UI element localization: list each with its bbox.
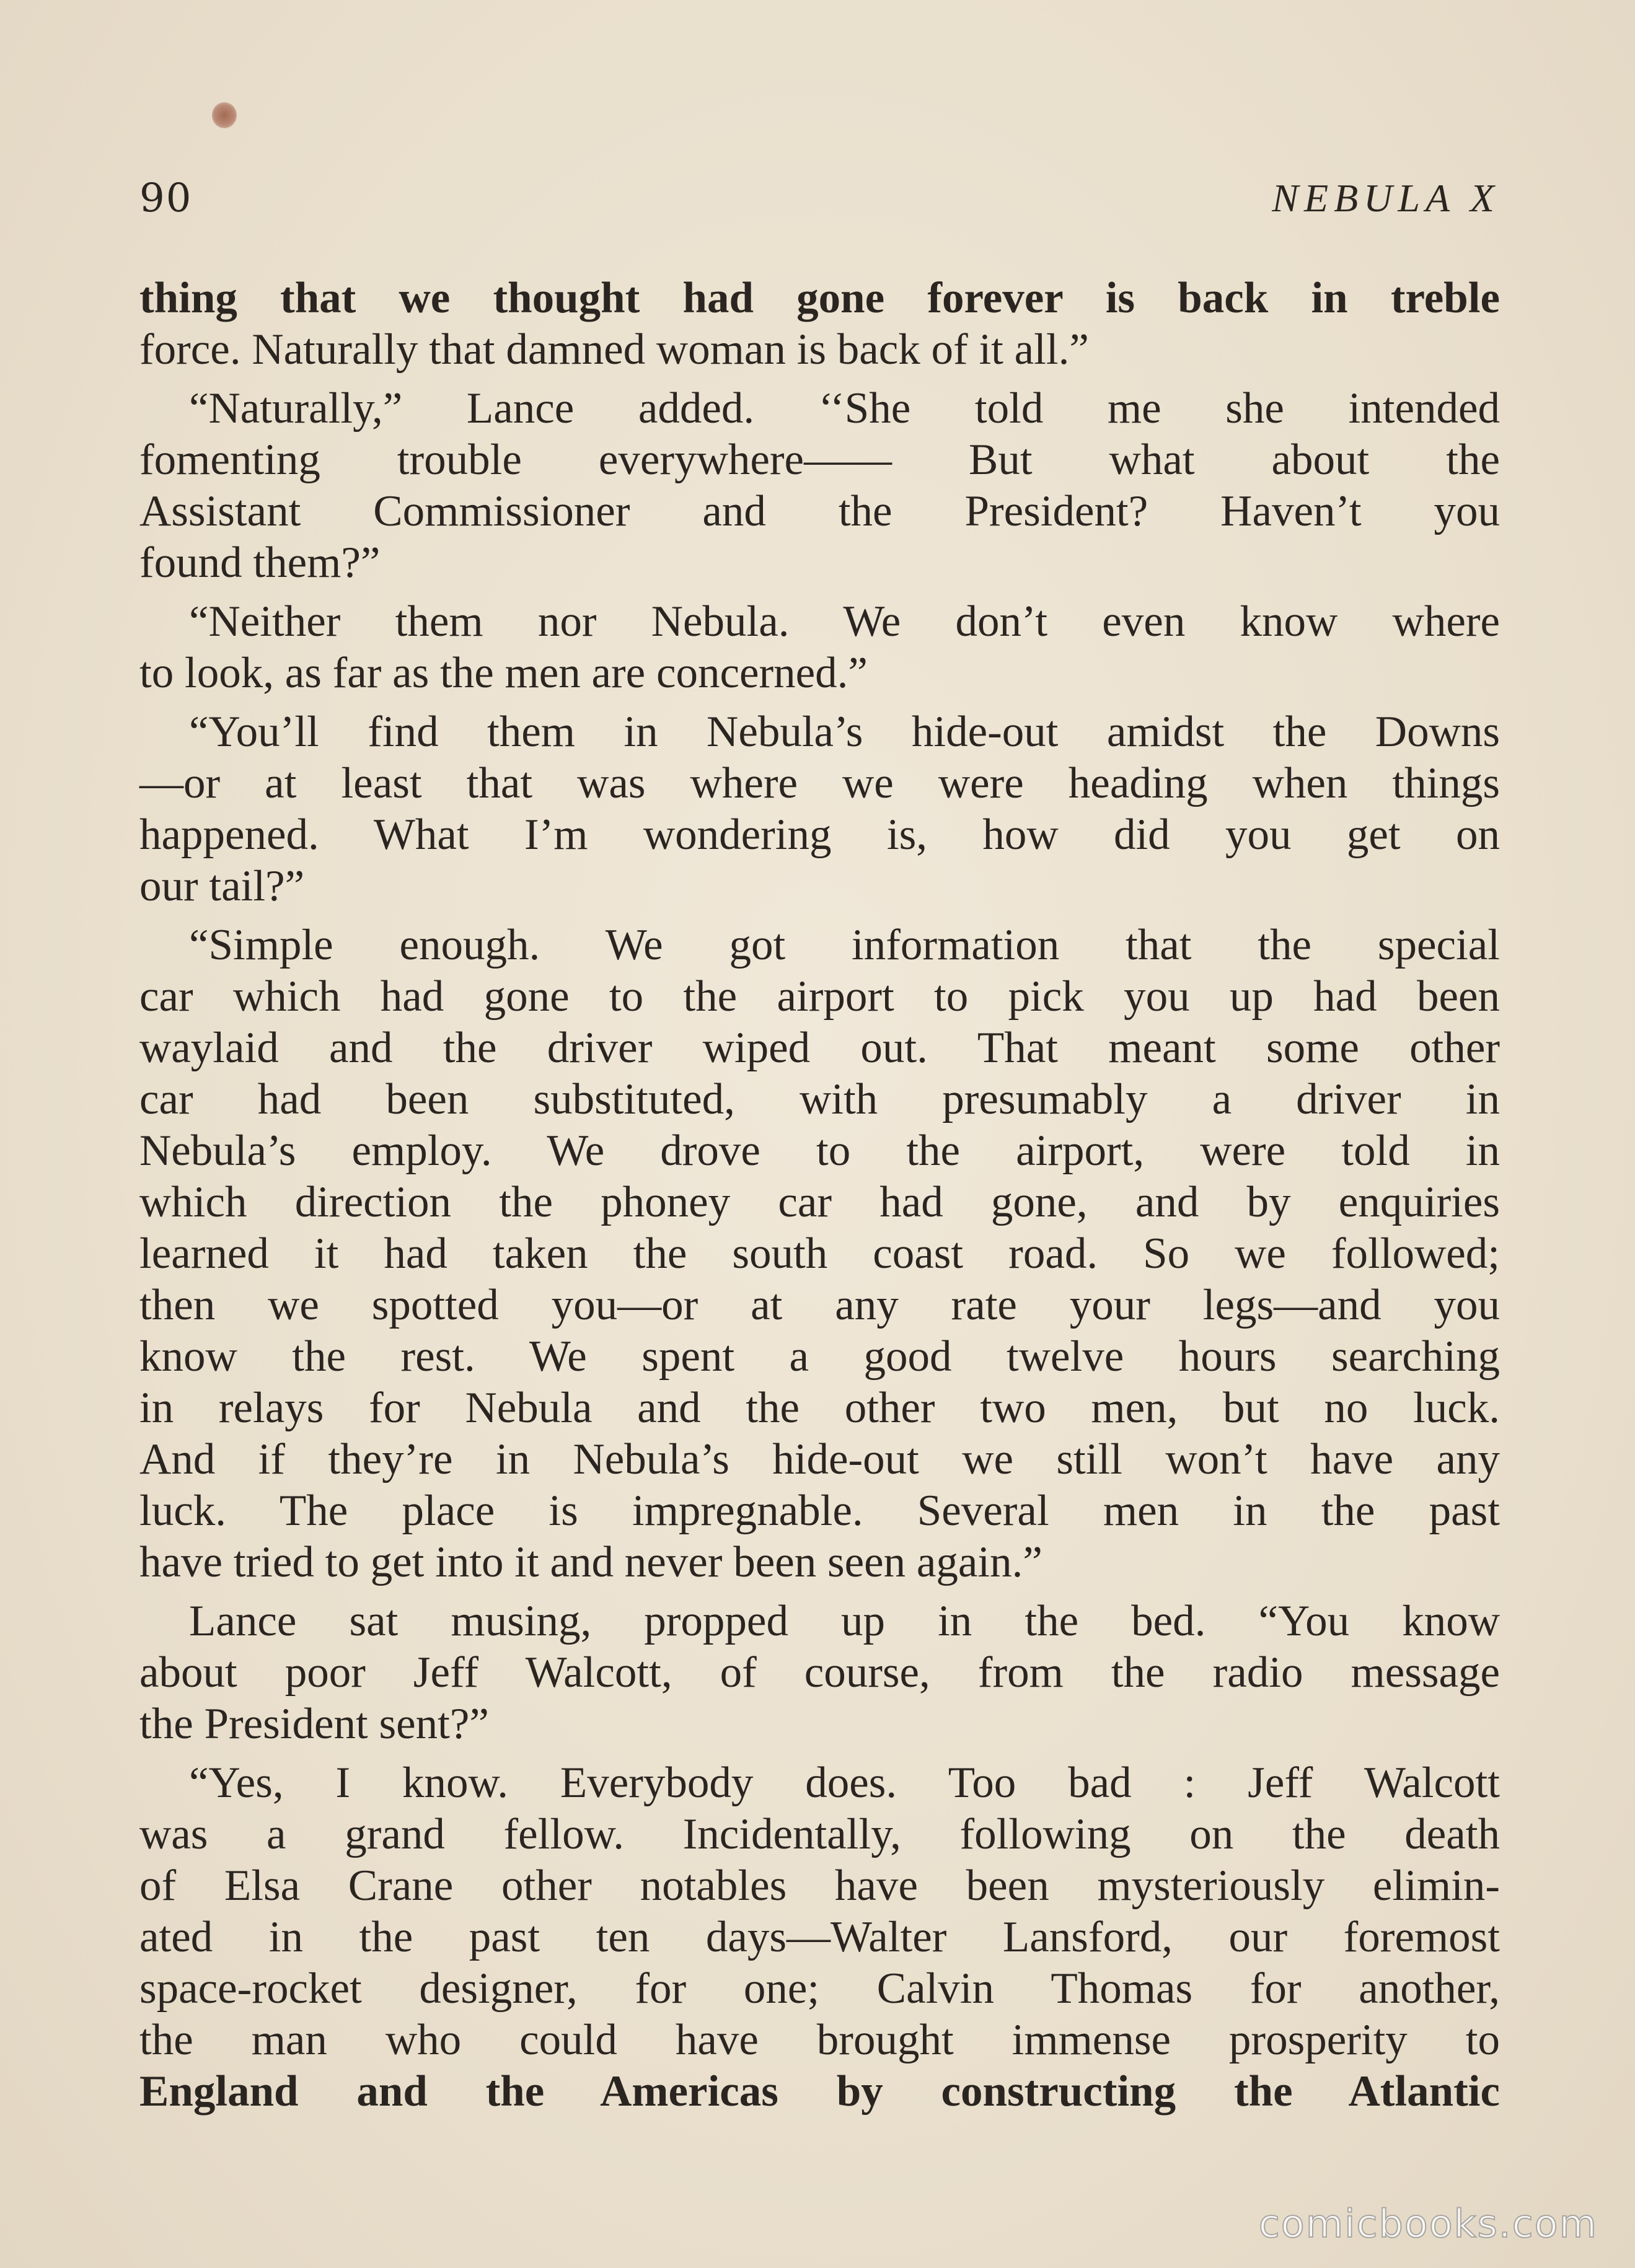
text-line: England and the Americas by constructing the Atlantic (139, 2067, 1500, 2116)
text-line: then we spotted you—or at any rate your legs—and you (139, 1281, 1500, 1329)
text-line: happened. What I’m wondering is, how did you get on (139, 811, 1500, 859)
text-line: Nebula’s employ. We drove to the airport, were told in (139, 1127, 1500, 1175)
text-line: thing that we thought had gone forever is back in treble (139, 274, 1500, 322)
text-line: was a grand fellow. Incidentally, following on the death (139, 1810, 1500, 1858)
text-line: learned it had taken the south coast road. So we followed; (139, 1229, 1500, 1278)
text-line: “Yes, I know. Everybody does. Too bad : Jeff Walcott (189, 1759, 1500, 1807)
text-line: space-rocket designer, for one; Calvin Thomas for another, (139, 1964, 1500, 2013)
text-line: have tried to get into it and never been seen again.” (139, 1538, 1042, 1586)
text-line: know the rest. We spent a good twelve hours searching (139, 1332, 1500, 1381)
text-line: the man who could have brought immense prosperity to (139, 2016, 1500, 2064)
running-header (139, 170, 1500, 226)
text-line: fomenting trouble everywhere—— But what about the (139, 436, 1500, 484)
text-line: car which had gone to the airport to pick you up had been (139, 972, 1500, 1021)
text-line: car had been substituted, with presumably a driver in (139, 1075, 1500, 1123)
text-line: ated in the past ten days—Walter Lansford, our foremost (139, 1913, 1500, 1961)
text-line: “Neither them nor Nebula. We don’t even know where (189, 597, 1500, 646)
text-line: —or at least that was where we were heading when things (139, 759, 1500, 807)
page-number: 90 (139, 175, 193, 221)
text-line: to look, as far as the men are concerned.” (139, 649, 868, 697)
book-title: NEBULA X (1272, 176, 1500, 220)
text-line: the President sent?” (139, 1700, 489, 1748)
text-line: which direction the phoney car had gone, and by enquiries (139, 1178, 1500, 1226)
text-line: Lance sat musing, propped up in the bed. “You know (189, 1597, 1500, 1645)
text-line: Assistant Commissioner and the President? Haven’t you (139, 487, 1500, 535)
text-line: in relays for Nebula and the other two men, but no luck. (139, 1384, 1500, 1432)
text-line: force. Naturally that damned woman is back of it all.” (139, 325, 1089, 374)
text-line: found them?” (139, 538, 381, 587)
text-line: our tail?” (139, 862, 305, 910)
text-line: “Naturally,” Lance added. ‘‘She told me she intended (189, 384, 1500, 433)
text-line: And if they’re in Nebula’s hide-out we still won’t have any (139, 1435, 1500, 1483)
text-line: luck. The place is impregnable. Several men in the past (139, 1487, 1500, 1535)
text-line: of Elsa Crane other notables have been mysteriously elimin- (139, 1861, 1500, 1910)
body-text (139, 273, 1500, 2117)
site-watermark: comicbooks.com (1258, 2201, 1598, 2246)
ink-stain (212, 102, 237, 128)
text-line: “Simple enough. We got information that the special (189, 921, 1500, 969)
text-line: waylaid and the driver wiped out. That meant some other (139, 1024, 1500, 1072)
text-line: “You’ll find them in Nebula’s hide-out amidst the Downs (189, 708, 1500, 756)
text-line: about poor Jeff Walcott, of course, from the radio message (139, 1648, 1500, 1697)
